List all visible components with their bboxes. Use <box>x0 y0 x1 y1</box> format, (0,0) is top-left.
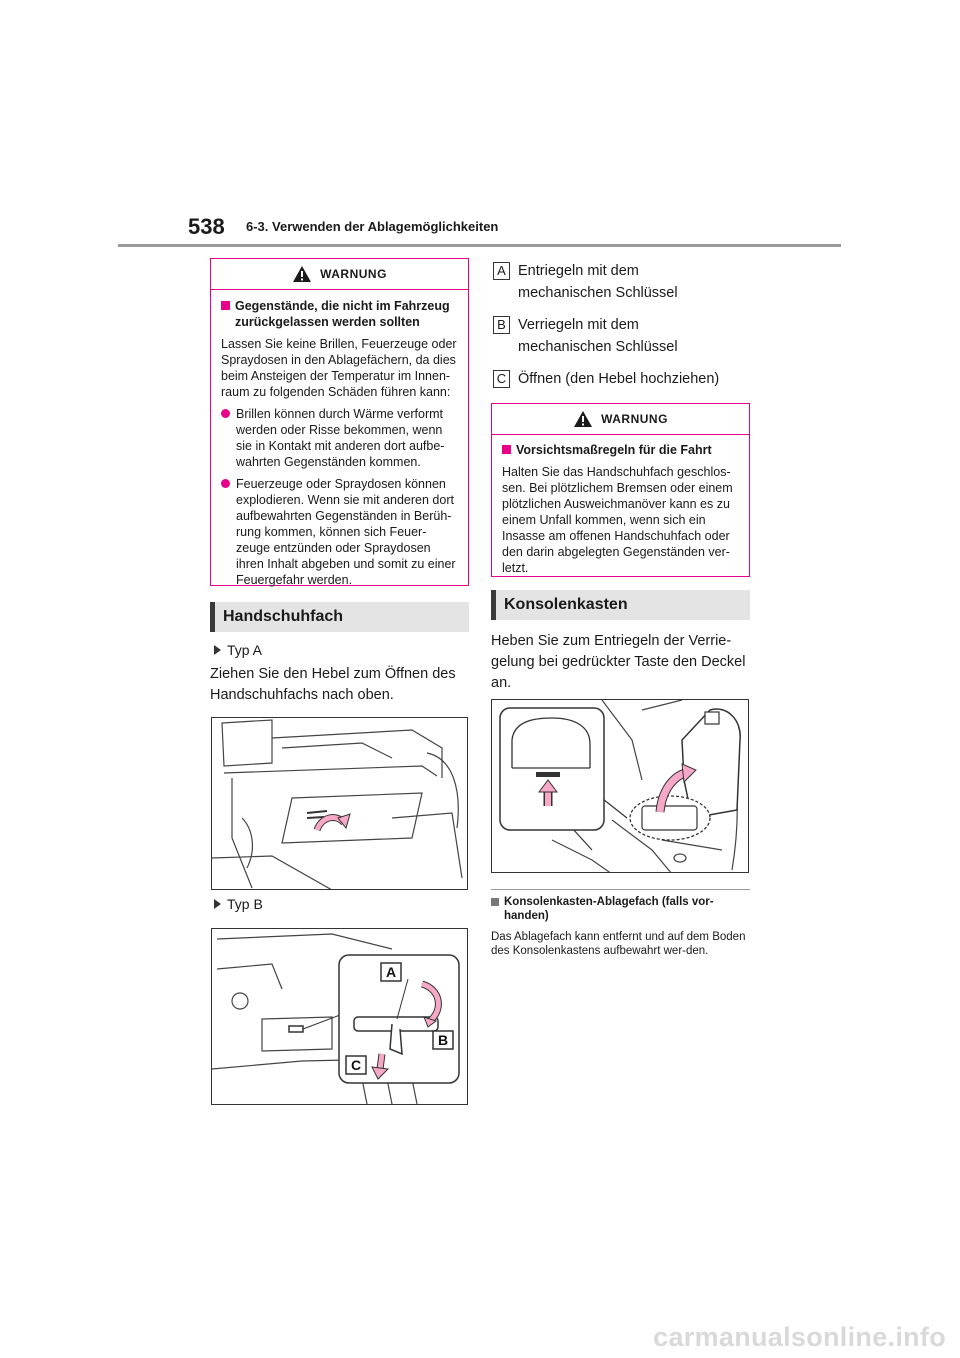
glovebox-instruction: Ziehen Sie den Hebel zum Öffnen des Handschuhfachs nach oben. <box>210 666 456 703</box>
type-a-text: Typ A <box>227 642 263 658</box>
type-b-label <box>214 896 263 912</box>
warning-box-objects <box>210 258 469 586</box>
console-tray-body: Das Ablagefach kann entfernt und auf dem Boden des Konsolenkastens aufbewahrt wer-den. <box>491 931 746 957</box>
warning-header <box>211 259 468 290</box>
bullet-text: Brillen können durch Wärme verformt werden oder Risse bekommen, wenn sie in Kontakt mit anderen dort aufbe-wahrten Gegenständen kommen. <box>236 407 445 469</box>
warning-bullet <box>221 406 458 470</box>
glovebox-heading <box>210 602 469 632</box>
legend-text-c: Öffnen (den Hebel hochziehen) <box>518 371 720 387</box>
figure-label-c: C <box>350 1057 362 1073</box>
console-tray-title-text: Konsolenkasten-Ablagefach (falls vor-handen) <box>504 896 714 922</box>
legend-key-c: C <box>493 370 510 388</box>
warning-icon <box>292 265 312 283</box>
warning-box-driving <box>491 403 750 577</box>
glovebox-type-b-illustration <box>211 928 468 1105</box>
legend-text-a: Entriegeln mit dem mechanischen Schlüssel <box>518 263 678 301</box>
legend-list <box>493 260 753 390</box>
lock-drawing <box>212 929 468 1105</box>
warning-title <box>502 442 739 458</box>
console-drawing <box>492 700 749 873</box>
warning-bullet <box>221 476 458 588</box>
divider <box>491 889 750 890</box>
warning-body: Halten Sie das Handschuhfach geschlos-sen. Bei plötzlichem Bremsen oder einem plötzlichen Ausweichmanöver kann es zu einem Unfall kommen, wenn sich ein Insasse am offenen Handschuhfach oder den darin abgelegten Gegenständen ver-letzt. <box>502 465 733 575</box>
arrow-bullet-icon <box>214 899 221 909</box>
legend-item-c <box>493 368 753 390</box>
page-number: 538 <box>188 214 225 239</box>
console-tray-title <box>491 895 750 923</box>
watermark: carmanualsonline.info <box>653 1322 946 1352</box>
square-bullet-icon <box>502 445 511 454</box>
console-heading-text: Konsolenkasten <box>504 596 628 613</box>
square-bullet-icon <box>491 898 499 906</box>
console-instruction: Heben Sie zum Entriegeln der Verrie-gelung bei gedrückter Taste den Deckel an. <box>491 633 746 691</box>
arrow-bullet-icon <box>214 645 221 655</box>
warning-icon <box>573 410 593 428</box>
glovebox-type-a-illustration <box>211 717 468 890</box>
section-title: 6-3. Verwenden der Ablagemöglichkeiten <box>246 219 499 234</box>
legend-item-a <box>493 260 753 304</box>
type-b-text: Typ B <box>227 896 263 912</box>
dashboard-drawing <box>212 718 468 890</box>
warning-title <box>221 298 458 330</box>
circle-bullet-icon <box>221 479 230 488</box>
warning-label: WARNUNG <box>601 412 668 426</box>
legend-key-b: B <box>493 316 510 334</box>
console-heading <box>491 590 750 620</box>
warning-title-text: Vorsichtsmaßregeln für die Fahrt <box>516 443 712 457</box>
warning-title-text: Gegenstände, die nicht im Fahrzeug zurückgelassen werden sollten <box>235 299 450 329</box>
warning-label: WARNUNG <box>320 267 387 281</box>
square-bullet-icon <box>221 301 230 310</box>
figure-label-b: B <box>437 1032 449 1048</box>
circle-bullet-icon <box>221 409 230 418</box>
console-box-illustration <box>491 699 749 873</box>
warning-body: Lassen Sie keine Brillen, Feuerzeuge oder Spraydosen in den Ablagefächern, da dies beim Ansteigen der Temperatur im Innen-raum zu folgenden Schäden führen kann: <box>221 337 457 399</box>
legend-key-a: A <box>493 262 510 280</box>
warning-header <box>492 404 749 435</box>
figure-label-a: A <box>385 964 397 980</box>
legend-item-b <box>493 314 753 358</box>
header-rule <box>118 244 841 247</box>
glovebox-heading-text: Handschuhfach <box>223 608 344 625</box>
bullet-text: Feuerzeuge oder Spraydosen können explodieren. Wenn sie mit anderen dort aufbewahrten Gegenständen in Berüh-rung kommen, können sich Feuer-zeuge entzünden oder Spraydosen ihren Inhalt abgeben und somit zu einer Feuergefahr werden. <box>236 477 456 587</box>
type-a-label <box>214 642 262 658</box>
legend-text-b: Verriegeln mit dem mechanischen Schlüssel <box>518 317 678 355</box>
